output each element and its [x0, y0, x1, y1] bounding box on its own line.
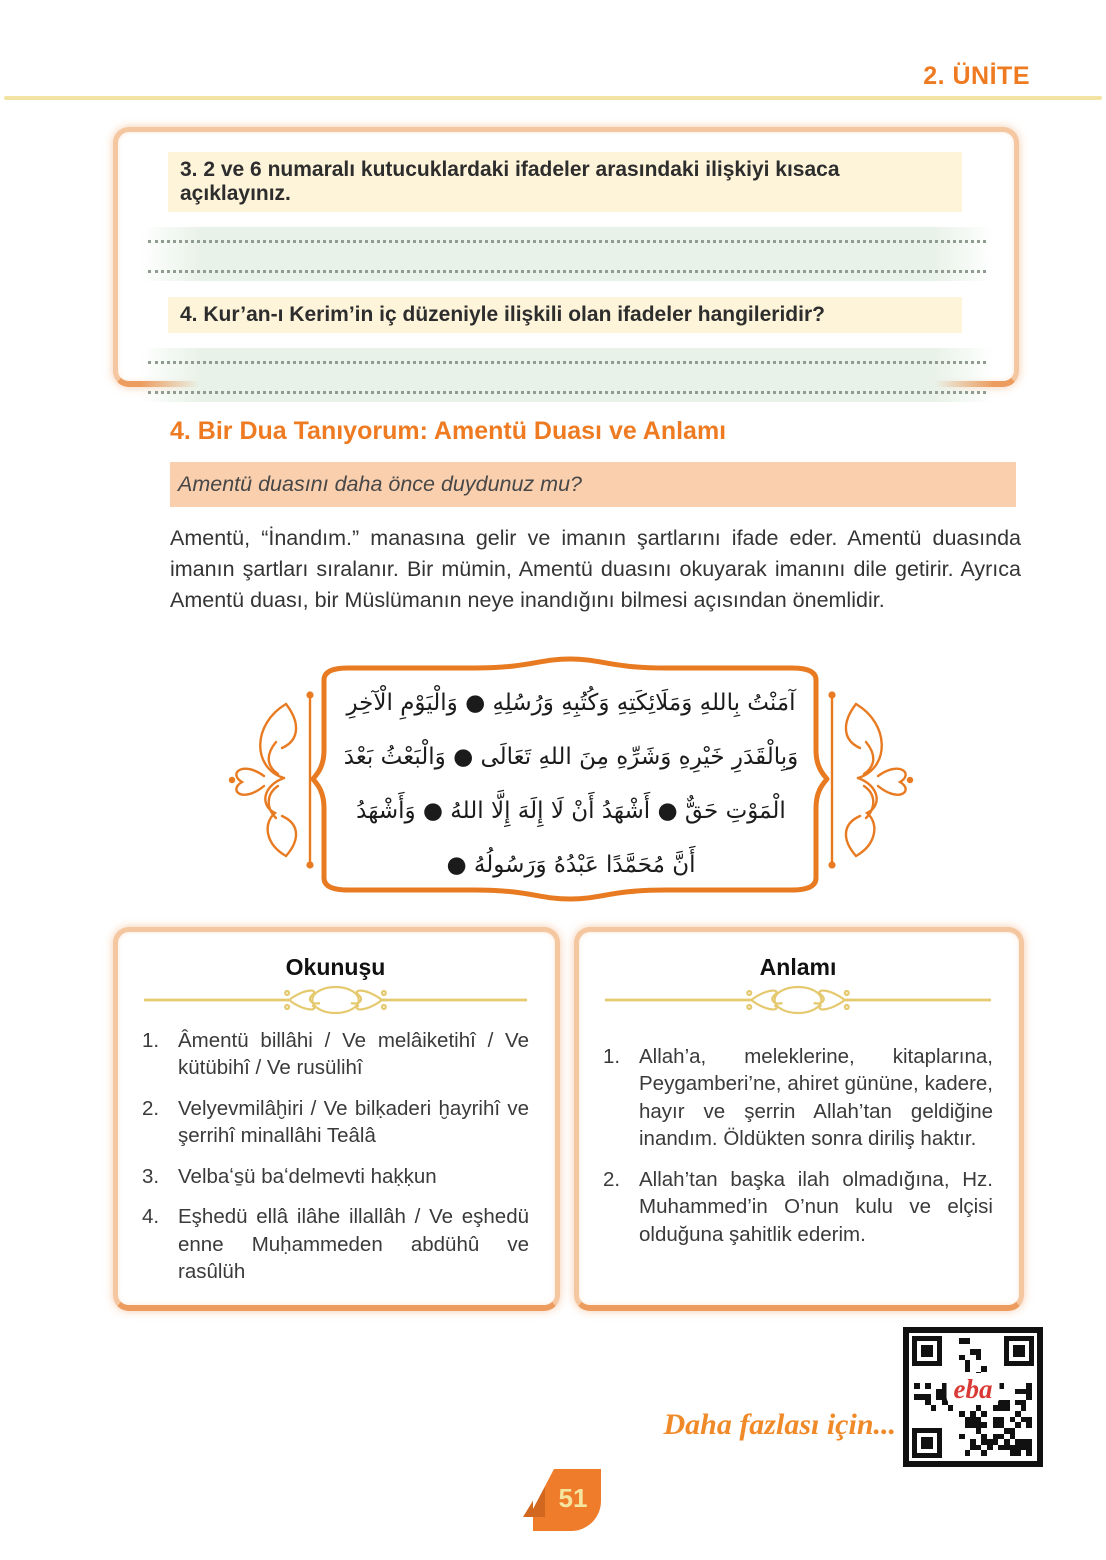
page-number: 51 — [558, 1483, 588, 1513]
okunusu-list-item — [142, 1163, 529, 1190]
lead-question: Amentü duasını daha önce duydunuz mu? — [170, 462, 1016, 507]
list-item-number: 4. — [142, 1205, 160, 1229]
eba-logo: eba — [947, 1373, 1000, 1405]
ornament-flourish-icon — [826, 682, 922, 878]
okunusu-title: Okunuşu — [285, 954, 386, 980]
list-item-text: Allah’tan başka ilah olmadığına, Hz. Muhammed’in O’nun kulu ve elçisi olduğuna şahitlik ederim. — [639, 1167, 993, 1246]
question-3: 3. 2 ve 6 numaralı kutucuklardaki ifadeler arasındaki ilişkiyi kısaca açıklayınız. — [168, 152, 962, 212]
prayer-arabic-line: آمَنْتُ بِاللهِ وَمَلَائِكَتِهِ وَكُتُبِهِ وَرُسُلِهِ ● وَالْيَوْمِ الْآخِرِ — [346, 690, 796, 716]
question-4: 4. Kur’an-ı Kerim’in iç düzeniyle ilişkili olan ifadeler hangileridir? — [168, 297, 962, 333]
ornament-flourish-icon — [220, 682, 316, 878]
list-item-number: 2. — [603, 1167, 621, 1191]
anlami-list-item — [603, 1166, 993, 1248]
prayer-arabic-text — [332, 676, 810, 890]
unit-header: 2. ÜNİTE — [923, 62, 1030, 90]
answer-dotted-line — [148, 361, 986, 364]
qr-code[interactable] — [903, 1327, 1043, 1467]
more-info-label: Daha fazlası için... — [663, 1408, 896, 1441]
list-item-number: 3. — [142, 1164, 160, 1188]
list-item-text: Eşhedü ellâ ilâhe illallâh / Ve eşhedü enne Muḥammeden abdühû ve rasûlüh — [178, 1205, 529, 1284]
anlami-box — [574, 927, 1024, 1311]
okunusu-box — [113, 927, 560, 1311]
anlami-title: Anlamı — [759, 954, 837, 980]
gold-divider-icon — [603, 983, 993, 1017]
list-item-text: Velbaʻs̱ü baʻdelmevti haḳḳun — [178, 1164, 437, 1188]
okunusu-list-item — [142, 1095, 529, 1150]
answer-dotted-line — [148, 240, 986, 243]
prayer-arabic-line: أَنَّ مُحَمَّدًا عَبْدُهُ وَرَسُولُهُ ● — [446, 852, 696, 878]
list-item-number: 1. — [142, 1029, 160, 1052]
section-heading: 4. Bir Dua Tanıyorum: Amentü Duası ve Anlamı — [170, 417, 727, 445]
page-number-tab — [521, 1469, 601, 1531]
prayer-arabic-line: الْمَوْتِ حَقٌّ ● أَشْهَدُ أَنْ لَا إِلَهَ إِلَّا اللهُ ● وَأَشْهَدُ — [356, 798, 786, 824]
answer-dotted-line — [148, 270, 986, 273]
qr-finder-icon — [912, 1428, 942, 1458]
gold-divider-icon — [142, 983, 529, 1017]
header-rule — [4, 96, 1102, 100]
answer-area-q3 — [140, 227, 994, 281]
qr-finder-icon — [1004, 1336, 1034, 1366]
list-item-number: 2. — [142, 1096, 160, 1120]
list-item-text: Allah’a, meleklerine, kitaplarına, Peygamberi’ne, ahiret gününe, kadere, hayır ve şerrin Allah’tan geldiğine inandım. Öldükten sonra diriliş haktır. — [639, 1045, 993, 1151]
prayer-arabic-line: وَبِالْقَدَرِ خَيْرِهِ وَشَرِّهِ مِنَ اللهِ تَعَالَى ● وَالْبَعْثُ بَعْدَ — [343, 744, 799, 770]
list-item-number: 1. — [603, 1045, 621, 1068]
anlami-list-item — [603, 1043, 993, 1153]
list-item-text: Velyevmilâḫiri / Ve bilḳaderi ḫayrihî ve şerrihî minallâhi Teâlâ — [178, 1096, 529, 1148]
answer-area-q4 — [140, 348, 994, 402]
okunusu-list — [142, 1027, 529, 1286]
list-item-text: Âmentü billâhi / Ve melâiketihî / Ve kütübihî / Ve rusülihî — [178, 1029, 529, 1080]
okunusu-list-item — [142, 1027, 529, 1082]
body-paragraph: Amentü, “İnandım.” manasına gelir ve imanın şartlarını ifade eder. Amentü duasında imanın şartları sıralanır. Bir mümin, Amentü duasını okuyarak imanını dile getirir. Ayrıca Amentü duası, bir Müslümanın neye inandığını bilmesi açısından önemlidir. — [170, 526, 1021, 612]
questions-box — [113, 127, 1019, 387]
anlami-list — [603, 1043, 993, 1248]
okunusu-list-item — [142, 1203, 529, 1285]
qr-finder-icon — [912, 1336, 942, 1366]
answer-dotted-line — [148, 391, 986, 394]
